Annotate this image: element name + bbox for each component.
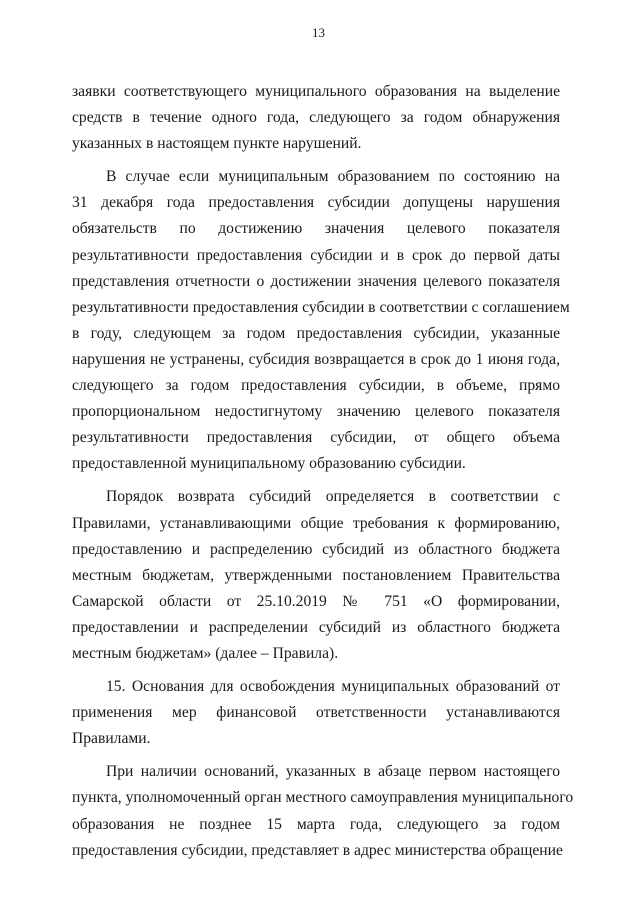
text-line: применения мер финансовой ответственности устанавливаются — [72, 704, 560, 722]
text-line: пункта, уполномоченный орган местного самоуправления муниципального — [72, 789, 574, 807]
text-line: При наличии оснований, указанных в абзаце первом настоящего — [106, 763, 560, 781]
text-line: 15. Основания для освобождения муниципальных образований от — [106, 678, 560, 696]
page-number: 13 — [312, 25, 325, 40]
paragraph — [72, 759, 574, 863]
text-line: представления отчетности о достижении значения целевого показателя — [72, 272, 560, 290]
text-line: результативности предоставления субсидии и в срок до первой даты — [72, 246, 560, 264]
text-line: В случае если муниципальным образованием по состоянию на — [106, 168, 560, 186]
paragraph — [72, 164, 570, 477]
text-line: предоставленной муниципальному образованию субсидии. — [72, 455, 466, 473]
text-line: предоставления субсидии, представляет в адрес министерства обращение — [72, 841, 563, 859]
text-line: предоставлении и распределении субсидий из областного бюджета — [72, 618, 560, 636]
paragraph — [72, 79, 560, 157]
text-line: следующего за годом предоставления субсидии, в объеме, прямо — [72, 377, 560, 395]
paragraph — [72, 674, 560, 752]
text-line: предоставлению и распределению субсидий из областного бюджета — [72, 540, 560, 558]
text-line: средств в течение одного года, следующего за годом обнаружения — [72, 109, 560, 127]
text-line: Правилами. — [72, 730, 151, 748]
text-line: результативности предоставления субсидии в соответствии с соглашением — [72, 298, 570, 316]
text-line: заявки соответствующего муниципального образования на выделение — [72, 83, 560, 100]
text-line: в году, следующем за годом предоставления субсидии, указанные — [72, 324, 560, 342]
text-line: указанных в настоящем пункте нарушений. — [72, 135, 362, 153]
text-line: результативности предоставления субсидии, от общего объема — [72, 429, 560, 447]
text-line: нарушения не устранены, субсидия возвращается в срок до 1 июня года, — [72, 350, 560, 368]
text-line: Правилами, устанавливающими общие требования к формированию, — [72, 514, 560, 532]
text-line: образования не позднее 15 марта года, следующего за годом — [72, 815, 560, 833]
text-line: обязательств по достижению значения целевого показателя — [72, 220, 560, 238]
text-line: Порядок возврата субсидий определяется в соответствии с — [106, 488, 560, 506]
text-line: 31 декабря года предоставления субсидии допущены нарушения — [72, 194, 560, 212]
text-line: местным бюджетам» (далее – Правила). — [72, 644, 339, 662]
text-line: Самарской области от 25.10.2019 № 751 «О формировании, — [72, 592, 560, 610]
text-line: пропорциональном недостигнутому значению целевого показателя — [72, 403, 560, 421]
paragraph — [72, 484, 560, 667]
text-line: местным бюджетам, утвержденными постановлением Правительства — [72, 566, 560, 584]
page-content — [72, 79, 574, 864]
